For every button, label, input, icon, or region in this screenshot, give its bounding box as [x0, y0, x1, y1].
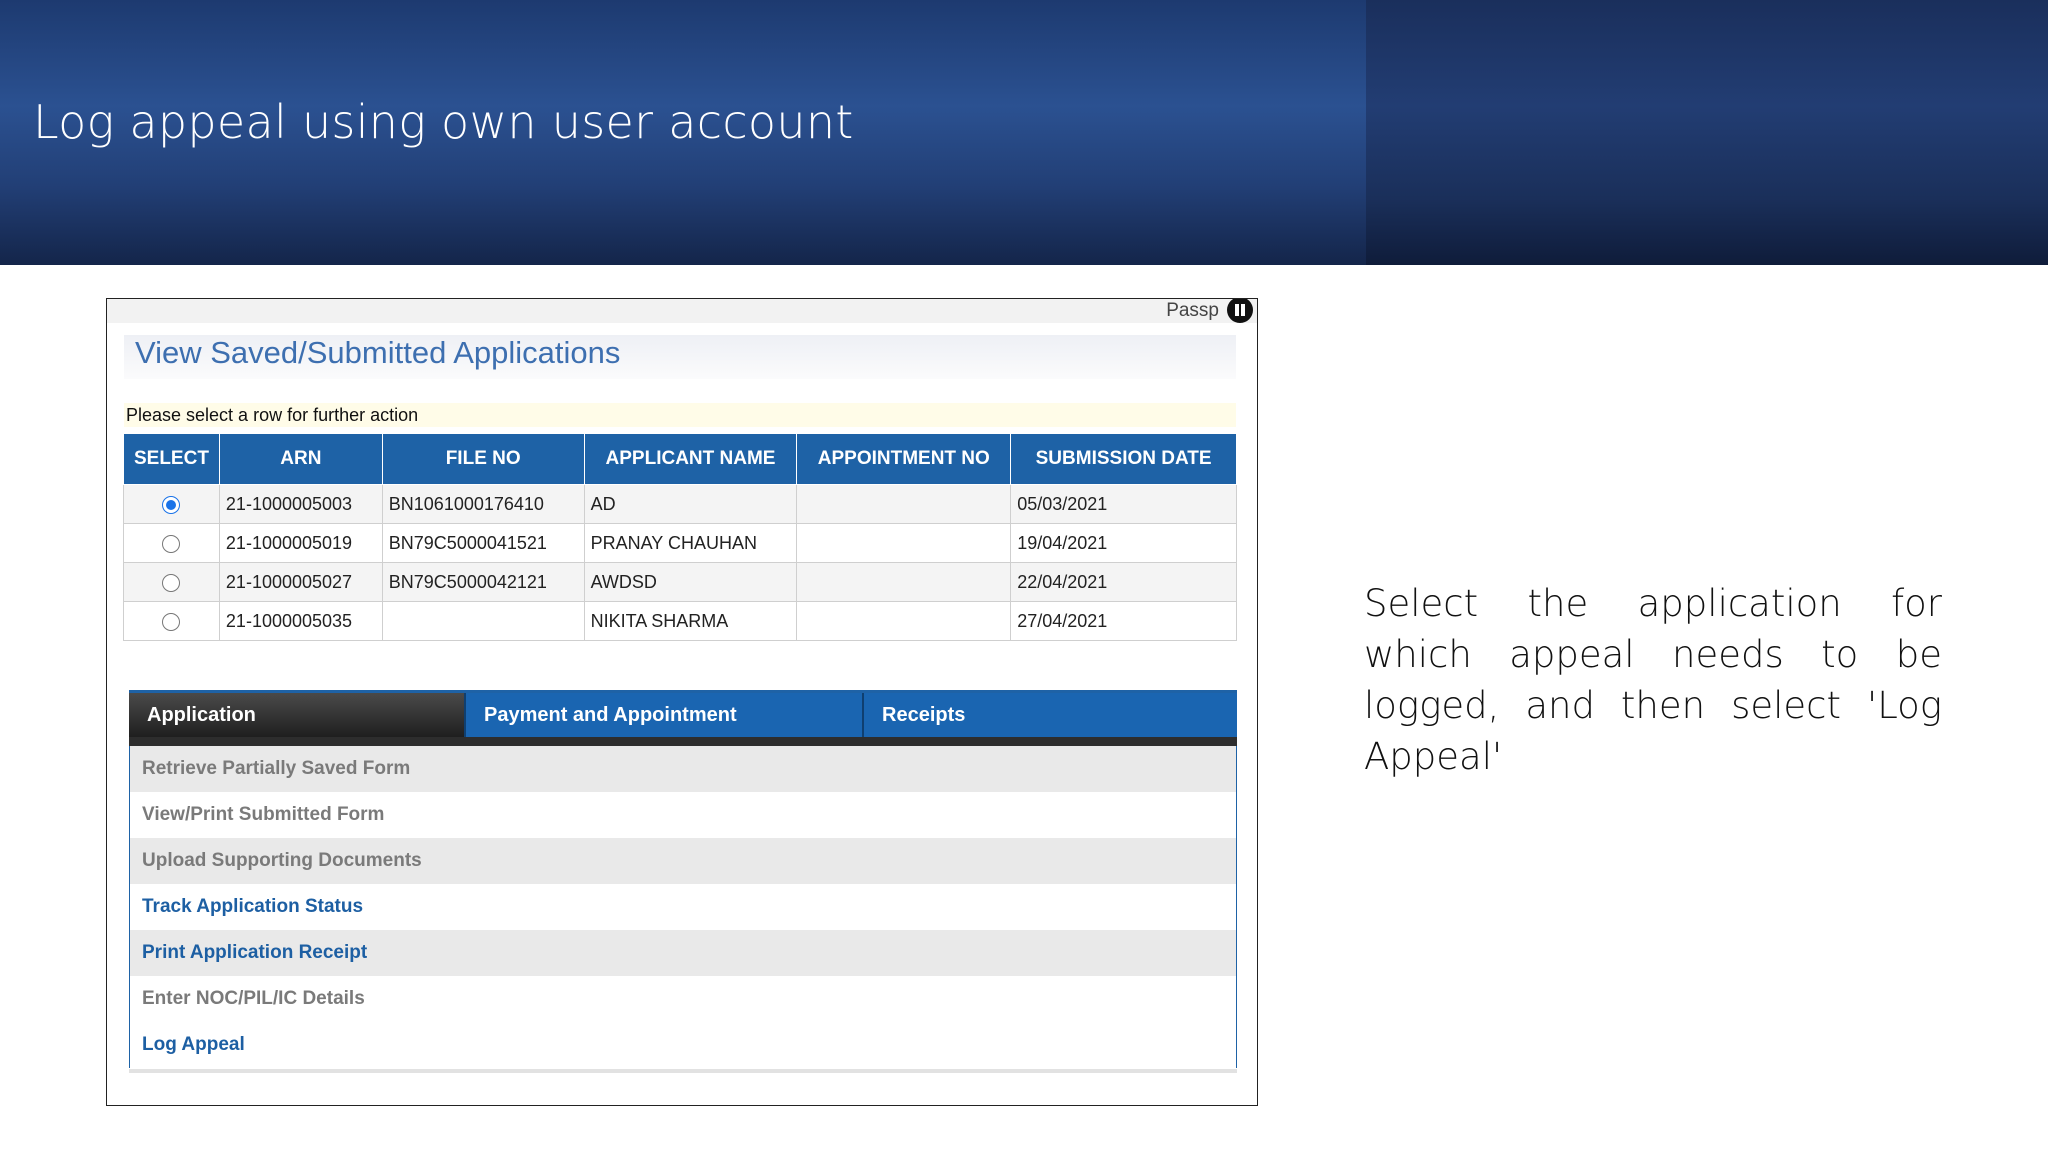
application-actions-list: [129, 746, 1237, 1068]
col-header-applicant-name[interactable]: APPLICANT NAME: [584, 434, 797, 485]
applicant-name-cell: AD: [584, 485, 797, 524]
select-cell[interactable]: [124, 524, 220, 563]
appointment-no-cell: [797, 602, 1011, 641]
col-header-appointment-no[interactable]: APPOINTMENT NO: [797, 434, 1011, 485]
applicant-name-cell: NIKITA SHARMA: [584, 602, 797, 641]
file-no-cell: BN79C5000042121: [382, 563, 584, 602]
select-cell[interactable]: [124, 485, 220, 524]
tab-payment-and-appointment[interactable]: Payment and Appointment: [464, 693, 862, 737]
table-header-row: [124, 434, 1237, 485]
file-no-cell: [382, 602, 584, 641]
applicant-name-cell: AWDSD: [584, 563, 797, 602]
applications-table: [123, 434, 1237, 641]
header-right-panel: [1366, 0, 2048, 265]
portal-topbar: [107, 299, 1257, 323]
page-header: [124, 335, 1236, 379]
slide-header: [0, 0, 2048, 265]
row-radio[interactable]: [162, 613, 180, 631]
pause-icon[interactable]: [1227, 298, 1253, 323]
upload-supporting-documents-link: Upload Supporting Documents: [130, 838, 1236, 884]
file-no-cell: BN1061000176410: [382, 485, 584, 524]
instruction-text: Select the application for which appeal needs to be logged, and then select 'Log Appeal': [1364, 582, 1942, 778]
row-radio[interactable]: [162, 574, 180, 592]
actions-bottom-border: [129, 1069, 1237, 1073]
submission-date-cell: 27/04/2021: [1011, 602, 1237, 641]
table-row[interactable]: [124, 485, 1237, 524]
page-title: View Saved/Submitted Applications: [135, 335, 621, 370]
select-cell[interactable]: [124, 602, 220, 641]
view-print-submitted-form-link: View/Print Submitted Form: [130, 792, 1236, 838]
select-row-prompt: Please select a row for further action: [124, 403, 1236, 427]
file-no-cell: BN79C5000041521: [382, 524, 584, 563]
tab-application[interactable]: Application: [129, 693, 464, 737]
log-appeal-link[interactable]: Log Appeal: [130, 1022, 1236, 1068]
enter-noc-pil-ic-details-link: Enter NOC/PIL/IC Details: [130, 976, 1236, 1022]
applicant-name-cell: PRANAY CHAUHAN: [584, 524, 797, 563]
arn-cell: 21-1000005019: [219, 524, 382, 563]
arn-cell: 21-1000005027: [219, 563, 382, 602]
table-row[interactable]: [124, 563, 1237, 602]
print-application-receipt-link[interactable]: Print Application Receipt: [130, 930, 1236, 976]
col-header-select: SELECT: [124, 434, 220, 485]
row-radio[interactable]: [162, 535, 180, 553]
arn-cell: 21-1000005003: [219, 485, 382, 524]
appointment-no-cell: [797, 485, 1011, 524]
track-application-status-link[interactable]: Track Application Status: [130, 884, 1236, 930]
retrieve-partially-saved-form-link: Retrieve Partially Saved Form: [130, 746, 1236, 792]
col-header-submission-date[interactable]: SUBMISSION DATE: [1011, 434, 1237, 485]
topbar-text: Passp: [1166, 300, 1219, 321]
tab-receipts[interactable]: Receipts: [862, 693, 1237, 737]
submission-date-cell: 19/04/2021: [1011, 524, 1237, 563]
col-header-arn[interactable]: ARN: [219, 434, 382, 485]
row-radio-selected[interactable]: [162, 496, 180, 514]
tabs-underbar: [129, 737, 1237, 746]
portal-screenshot: [106, 298, 1258, 1106]
appointment-no-cell: [797, 524, 1011, 563]
appointment-no-cell: [797, 563, 1011, 602]
table-row[interactable]: [124, 524, 1237, 563]
submission-date-cell: 22/04/2021: [1011, 563, 1237, 602]
arn-cell: 21-1000005035: [219, 602, 382, 641]
col-header-file-no[interactable]: FILE NO: [382, 434, 584, 485]
table-row[interactable]: [124, 602, 1237, 641]
submission-date-cell: 05/03/2021: [1011, 485, 1237, 524]
select-cell[interactable]: [124, 563, 220, 602]
slide-title: Log appeal using own user account: [33, 95, 854, 149]
action-tabs: [129, 690, 1237, 746]
